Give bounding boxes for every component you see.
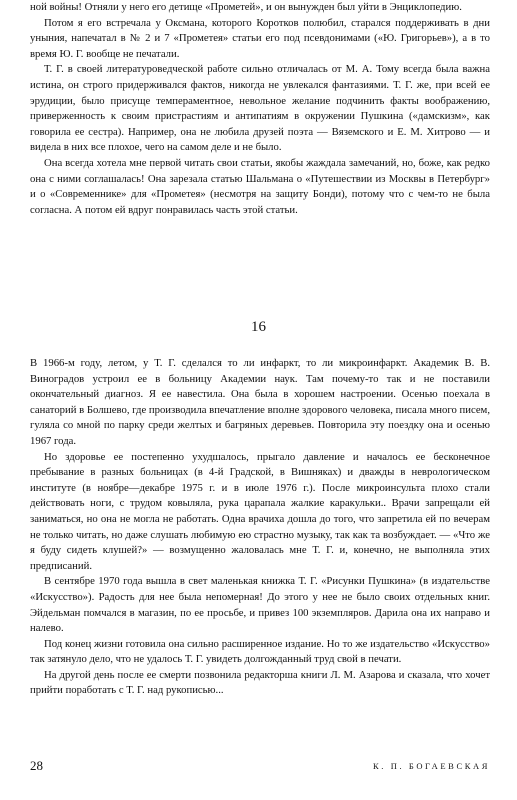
- chapter-number: 16: [251, 319, 266, 335]
- paragraph: Но здоровье ее постепенно ухудшалось, прыгало давление и началось ее бесконечное пребывание в разных больницах (в 4-й Градской, в Вишняках) и дважды в неврологическом институте (в ноябре—декабре 1975 г. и в июле 1976 г.). После микроинсульта плохо стали действовать ноги, с трудом ковыляла, рука царапала жалкие каракульки.. Врачи запрещали ей заниматься, но она не могла не работать. Одна врачиха дошла до того, что запретила ей по вечерам не только читать, но даже слушать любимую ею страстно музыку, так как та возбуждает. — «Что же я буду сидеть клушей?» — возмущенно жаловалась мне Т. Г. и, конечно, не выполняла этих предписаний.: [30, 450, 490, 572]
- paragraph: Т. Г. в своей литературоведческой работе сильно отличалась от М. А. Тому всегда была важна истина, он строго придерживался фактов, никогда не увлекался фантазиями. Т. Г. же, при всей ее эрудиции, было присуще темпераментное, невольное желание подчинить факты воображению, приверженность к своим пристрастиям и антипатиям в окружении Пушкина («дамскизм», как говорила ее сестра). Например, она не любила друзей поэта — Вяземского и Е. М. Хитрово — и видела в них все плохое, чего на самом деле и не было.: [30, 63, 490, 154]
- paragraph: ной войны! Отняли у него его детище «Прометей», и он вынужден был уйти в Энциклопедию.: [30, 1, 462, 13]
- paragraph: На другой день после ее смерти позвонила редакторша книги Л. М. Азарова и сказала, что хочет прийти поработать с Т. Г. над рукописью...: [30, 668, 490, 697]
- paragraph: Она всегда хотела мне первой читать свои статьи, якобы жаждала замечаний, но, боже, как редко она с ними соглашалась! Она зарезала статью Шальмана о «Путешествии из Москвы в Петербург» и о «Современнике» для «Прометея» (несмотря на защиту Бонди), потому что с чем-то не была согласна. А потом ей вдруг понравилась часть этой статьи.: [30, 156, 490, 216]
- running-footer: К. П. БОГАЕВСКАЯ: [372, 761, 490, 771]
- paragraph: Под конец жизни готовила она сильно расширенное издание. Но то же издательство «Искусство» так затянуло дело, что не удалось Т. Г. увидеть долгожданный труд свой в печати.: [30, 637, 490, 666]
- paragraph: В 1966-м году, летом, у Т. Г. сделался то ли инфаркт, то ли микроинфаркт. Академик В. В. Виноградов устроил ее в больницу Академии наук. Там почему-то так и не поставили окончательный диагноз. Я ее навестила. Она была в хорошем настроении. Осенью поехала в санаторий в Болшево, где производила впечатление вполне здорового человека, писала много писем, гуляла со мной по парку среди желтых и багряных деревьев. Повторила эту поездку она и осенью 1967 года.: [30, 357, 490, 447]
- page-number: 28: [30, 758, 43, 773]
- text-block-top: [30, 0, 490, 218]
- text-block-bottom: [30, 356, 490, 699]
- paragraph: Потом я его встречала у Оксмана, которого Коротков полюбил, старался поддерживать в дни уныния, напечатал в № 2 и 7 «Прометея» статьи его под псевдонимами («Ю. Григорьев»), а в то время Ю. Г. вообще не печатали.: [30, 16, 490, 60]
- paragraph: В сентябре 1970 года вышла в свет маленькая книжка Т. Г. «Рисунки Пушкина» (в издательстве «Искусство»). Радость для нее была непомерная! До этого у нее не было своих отдельных книг. Эйдельман помчался в магазин, по ее просьбе, и привез 100 экземпляров. Дарила она их направо и налево.: [30, 575, 490, 635]
